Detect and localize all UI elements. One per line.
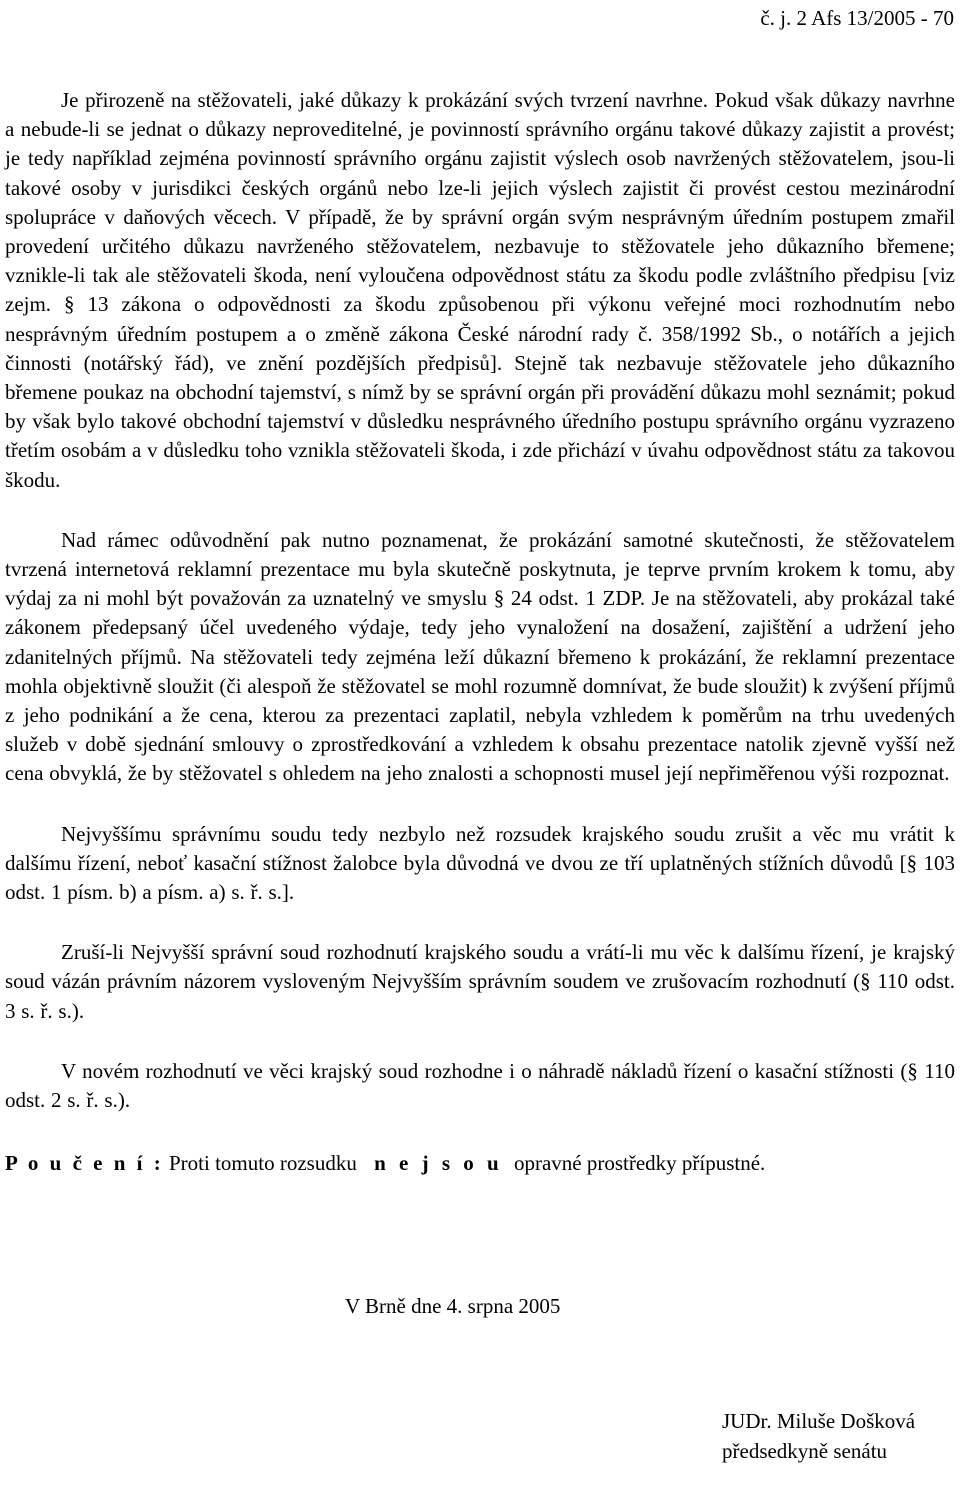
signatory-name: JUDr. Miluše Došková (722, 1409, 916, 1433)
notice-text-after: opravné prostředky přípustné. (513, 1151, 766, 1176)
document-body (5, 86, 955, 1178)
paragraph-beyond-reasoning: Nad rámec odůvodnění pak nutno poznamenat, že prokázání samotné skutečnosti, že stěžovatelem tvrzená internetová reklamní prezentace mu byla skutečně poskytnuta, je teprve prvním krokem k tomu, aby výdaj za ni mohl být považován za uznatelný ve smyslu § 24 odst. 1 ZDP. Je na stěžovateli, aby prokázal také zákonem předepsaný účel uvedeného výdaje, tedy jeho vynaložení na dosažení, zajištění a udržení jeho zdanitelných příjmů. Na stěžovateli tedy zejména leží důkazní břemeno k prokázání, že reklamní prezentace mohla objektivně sloužit (či alespoň že stěžovatel se mohl rozumně domnívat, že bude sloužit) k zvýšení příjmů z jeho podnikání a že cena, kterou za prezentaci zaplatil, nebyla vzhledem k poměrům na trhu uvedených služeb v době sjednání smlouvy o zprostředkování a vzhledem k obsahu prezentace natolik zjevně vyšší než cena obvyklá, že by stěžovatel s ohledem na jeho znalosti a schopnosti musel její nepřiměřenou výši rozpoznat. (5, 527, 955, 786)
notice-text-before: Proti tomuto rozsudku (169, 1151, 357, 1176)
legal-notice (5, 1149, 955, 1178)
signature-block (722, 1406, 915, 1466)
paragraph-binding-opinion: Zruší-li Nejvyšší správní soud rozhodnutí krajského soudu a vrátí-li mu věc k dalšímu řízení, je krajský soud vázán právním názorem vysloveným Nejvyšším správním soudem ve zrušovacím rozhodnutí (§ 110 odst. 3 s. ř. s.). (5, 940, 955, 1023)
case-number-header: č. j. 2 Afs 13/2005 - 70 (760, 6, 954, 30)
date-line: V Brně dne 4. srpna 2005 (345, 1294, 561, 1318)
notice-label: P o u č e n í : (5, 1151, 164, 1176)
paragraph-annulment: Nejvyššímu správnímu soudu tedy nezbylo než rozsudek krajského soudu zrušit a věc mu vrátit k dalšímu řízení, neboť kasační stížnost žalobce byla důvodná ve dvou ze tří uplatněných stížních důvodů [§ 103 odst. 1 písm. b) a písm. a) s. ř. s.]. (5, 821, 955, 905)
paragraph-evidence-burden: Je přirozeně na stěžovateli, jaké důkazy k prokázání svých tvrzení navrhne. Pokud však důkazy navrhne a nebude-li se jednat o důkazy neproveditelné, je povinností správního orgánu takové důkazy zajistit a provést; je tedy například zejména povinností správního orgánu zajistit výslech osob navržených stěžovatelem, jsou-li takové osoby v jurisdikci českých orgánů nebo lze-li jejich výslech zajistit či provést cestou mezinárodní spolupráce v daňových věcech. V případě, že by správní orgán svým nesprávným úředním postupem zmařil provedení určitého důkazu navrženého stěžovatelem, nezbavuje to stěžovatele jeho důkazního břemene; vznikle-li tak ale stěžovateli škoda, není vyloučena odpovědnost státu za škodu podle zvláštního předpisu [viz zejm. § 13 zákona o odpovědnosti za škodu způsobenou při výkonu veřejné moci rozhodnutím nebo nesprávným úředním postupem a o změně zákona České národní rady č. 358/1992 Sb., o notářích a jejich činnosti (notářský řád), ve znění pozdějších předpisů]. Stejně tak nezbavuje stěžovatele jeho důkazního břemene poukaz na obchodní tajemství, s nímž by se správní orgán při provádění důkazu mohl seznámit; pokud by však bylo takové obchodní tajemství v důsledku nesprávného úředního postupu správního orgánu vyzrazeno třetím osobám a v důsledku toho vznikla stěžovateli škoda, i zde přichází v úvahu odpovědnost státu za takovou škodu. (5, 88, 955, 492)
paragraph-costs: V novém rozhodnutí ve věci krajský soud rozhodne i o náhradě nákladů řízení o kasační stížnosti (§ 110 odst. 2 s. ř. s.). (5, 1058, 955, 1113)
notice-emphasis: n e j s o u (374, 1151, 503, 1176)
signatory-role: předsedkyně senátu (722, 1439, 888, 1463)
